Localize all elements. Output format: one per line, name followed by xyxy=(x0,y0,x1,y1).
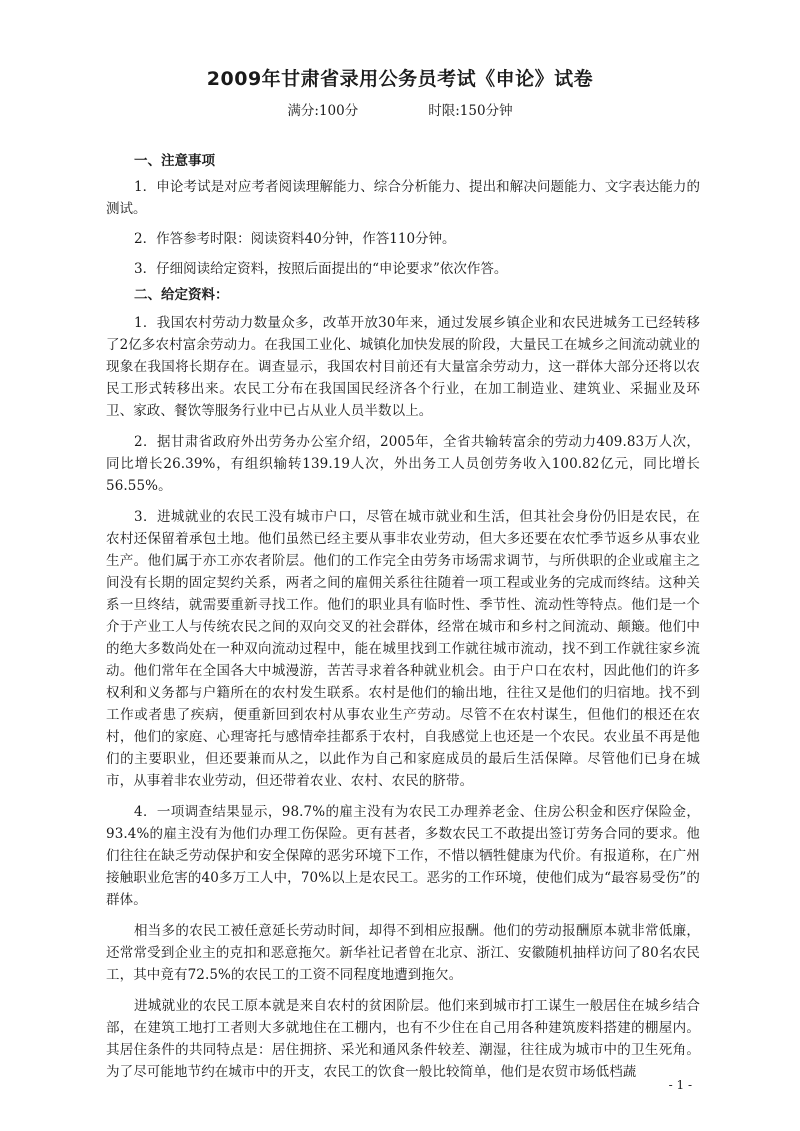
material-paragraph: 4．一项调查结果显示，98.7%的雇主没有为农民工办理养老金、住房公积金和医疗保险金，93.4%的雇主没有为他们办理工伤保险。更有甚者，多数农民工不敢提出签订劳务合同的要求。他们往往在缺乏劳动保护和安全保障的恶劣环境下工作，不惜以牺牲健康为代价。有报道称，在广州接触职业危害的40多万工人中，70%以上是农民工。恶劣的工作环境，使他们成为“最容易受伤”的群体。 xyxy=(106,804,700,908)
document-body xyxy=(106,150,700,1092)
note-item: 2．作答参考时限：阅读资料40分钟，作答110分钟。 xyxy=(134,231,456,247)
exam-meta xyxy=(0,99,800,119)
material-paragraph: 2．据甘肃省政府外出劳务办公室介绍，2005年，全省共输转富余的劳动力409.83万人次，同比增长26.39%，有组织输转139.19人次，外出务工人员创劳务收入100.82亿元，同比增长56.55%。 xyxy=(106,434,700,494)
section-heading-materials: 二、给定资料： xyxy=(134,287,229,303)
document-title: 2009年甘肃省录用公务员考试《申论》试卷 xyxy=(206,68,594,90)
section-heading-notes: 一、注意事项 xyxy=(134,153,215,169)
material-paragraph: 1．我国农村劳动力数量众多，改革开放30年来，通过发展乡镇企业和农民进城务工已经转移了2亿多农村富余劳动力。在我国工业化、城镇化加快发展的阶段，大量民工在城乡之间流动就业的现象在我国将长期存在。调查显示，我国农村目前还有大量富余劳动力，这一群体大部分还将以农民工形式转移出来。农民工分布在我国国民经济各个行业，在加工制造业、建筑业、采掘业及环卫、家政、餐饮等服务行业中已占从业人员半数以上。 xyxy=(106,315,700,419)
page-number: - 1 - xyxy=(668,1078,692,1092)
material-paragraph: 相当多的农民工被任意延长劳动时间，却得不到相应报酬。他们的劳动报酬原本就非常低廉，还常常受到企业主的克扣和恶意拖欠。新华社记者曾在北京、浙江、安徽随机抽样访问了80名农民工，其中竟有72.5%的农民工的工资不同程度地遭到拖欠。 xyxy=(106,923,700,983)
note-item: 3．仔细阅读给定资料，按照后面提出的“申论要求”依次作答。 xyxy=(134,261,508,277)
material-paragraph: 3．进城就业的农民工没有城市户口，尽管在城市就业和生活，但其社会身份仍旧是农民，在农村还保留着承包土地。他们虽然已经主要从事非农业劳动，但大多还要在农忙季节返乡从事农业生产。他们属于亦工亦农者阶层。他们的工作完全由劳务市场需求调节，与所供职的企业或雇主之间没有长期的固定契约关系，两者之间的雇佣关系往往随着一项工程或业务的完成而终结。这种关系一旦终结，就需要重新寻找工作。他们的职业具有临时性、季节性、流动性等特点。他们是一个介于产业工人与传统农民之间的双向交叉的社会群体，经常在城市和乡村之间流动、颠簸。他们中的绝大多数尚处在一种双向流动过程中，能在城里找到工作就往城市流动，找不到工作就往家乡流动。他们常年在全国各大中城漫游，苦苦寻求着各种就业机会。由于户口在农村，因此他们的许多权利和义务都与户籍所在的农村发生联系。农村是他们的输出地，往往又是他们的归宿地。找不到工作或者患了疾病，便重新回到农村从事农业生产劳动。尽管不在农村谋生，但他们的根还在农村，他们的家庭、心理寄托与感情牵挂都系于农村，自我感觉上也还是一个农民。农业虽不再是他们的主要职业，但还要兼而从之，以此作为自己和家庭成员的最后生活保障。尽管他们已身在城市，从事着非农业劳动，但还带着农业、农村、农民的脐带。 xyxy=(106,509,700,789)
material-paragraph: 进城就业的农民工原本就是来自农村的贫困阶层。他们来到城市打工谋生一般居住在城乡结合部，在建筑工地打工者则大多就地住在工棚内，也有不少住在自己用各种建筑废料搭建的棚屋内。其居住条件的共同特点是：居住拥挤、采光和通风条件较差、潮湿，往往成为城市中的卫生死角。为了尽可能地节约在城市中的开支，农民工的饮食一般比较简单，他们是农贸市场低档蔬 xyxy=(106,998,700,1080)
time-limit: 时限:150分钟 xyxy=(428,103,513,119)
note-item: 1．申论考试是对应考者阅读理解能力、综合分析能力、提出和解决问题能力、文字表达能力的测试。 xyxy=(106,179,700,217)
full-score: 满分:100分 xyxy=(287,103,359,119)
